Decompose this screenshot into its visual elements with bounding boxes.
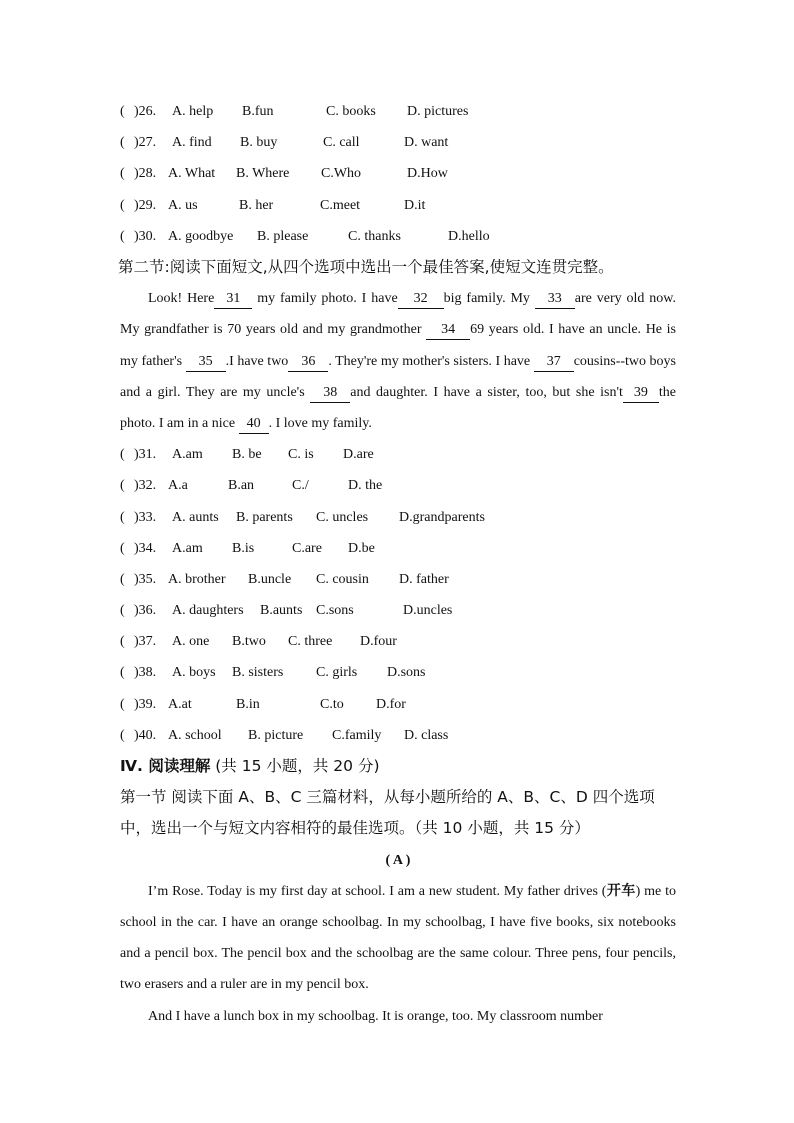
question-number: )38. (134, 665, 157, 681)
section2-title: 第二节:阅读下面短文,从四个选项中选出一个最佳答案,使短文连贯完整。 (118, 257, 614, 276)
part4-section1-line1: 第一节 阅读下面 A、B、C 三篇材料，从每小题所给的 A、B、C、D 四个选项 (120, 788, 655, 807)
option-a: A. school (168, 727, 222, 743)
option-a: A.am (172, 447, 203, 463)
answer-paren[interactable]: ( (120, 478, 125, 494)
question-number: )34. (134, 540, 157, 556)
option-b: B.uncle (248, 571, 292, 587)
question-35 (120, 564, 676, 595)
question-28 (120, 158, 676, 189)
question-number: )36. (134, 603, 157, 619)
option-a: A.at (168, 696, 192, 712)
option-b: B. Where (236, 166, 290, 182)
option-a: A. daughters (172, 603, 244, 619)
cloze-text: my family photo. I have (257, 291, 398, 307)
question-34 (120, 533, 676, 564)
question-number: )32. (134, 478, 157, 494)
cloze-text: 69 years old. I have an uncle. He is my father's (120, 322, 676, 369)
question-30 (120, 221, 676, 252)
blank-40[interactable]: 40 (239, 415, 269, 434)
question-31 (120, 439, 676, 470)
cloze-text: . They're my mother's sisters. I have (328, 353, 531, 369)
cloze-text: cousins--two boys and a girl. They are my uncle's (120, 353, 677, 400)
answer-paren[interactable]: ( (120, 197, 125, 213)
option-a: A.a (168, 478, 188, 494)
answer-paren[interactable]: ( (120, 634, 125, 650)
option-d: D.sons (387, 665, 426, 681)
option-c: C.are (292, 540, 322, 556)
option-a: A. boys (172, 665, 216, 681)
option-b: B.two (232, 634, 266, 650)
answer-paren[interactable]: ( (120, 166, 125, 182)
answer-paren[interactable]: ( (120, 665, 125, 681)
option-d: D.it (404, 197, 426, 213)
cloze-text: big family. My (443, 291, 530, 307)
answer-paren[interactable]: ( (120, 104, 125, 119)
question-40 (120, 720, 676, 751)
question-group-26-30 (120, 96, 676, 252)
part4-title (120, 751, 676, 782)
question-number: )33. (134, 509, 157, 525)
worksheet-page (120, 96, 676, 1032)
answer-paren[interactable]: ( (120, 135, 125, 151)
option-b: B.is (232, 540, 255, 556)
option-d: D.for (376, 696, 406, 712)
question-number: )30. (134, 228, 157, 244)
option-c: C. is (288, 447, 314, 463)
option-b: B. picture (248, 727, 304, 743)
part4-title-note: (共 15 小题，共 20 分) (210, 757, 380, 776)
question-group-31-40 (120, 439, 676, 751)
question-38 (120, 657, 676, 688)
option-c: C. uncles (316, 509, 369, 525)
answer-paren[interactable]: ( (120, 447, 125, 463)
question-32 (120, 470, 676, 501)
passage-gloss: 开车 (606, 882, 636, 899)
option-a: A. brother (168, 571, 226, 587)
blank-34[interactable]: 34 (426, 321, 470, 340)
cloze-text: are very old now. My grandfather is 70 years old and my grandmother (120, 291, 677, 338)
question-number: )29. (134, 197, 157, 213)
question-number: )31. (134, 447, 157, 463)
question-number: )26. (134, 104, 157, 119)
part4-title-main: Ⅳ. 阅读理解 (120, 757, 211, 776)
question-number: )40. (134, 727, 157, 743)
question-number: )37. (134, 634, 157, 650)
blank-33[interactable]: 33 (535, 290, 575, 309)
passage-a-paragraph-1 (120, 876, 676, 1001)
answer-paren[interactable]: ( (120, 540, 125, 556)
option-b: B. be (232, 447, 262, 463)
cloze-text: . I love my family. (268, 415, 372, 431)
option-a: A.am (172, 540, 203, 556)
question-number: )27. (134, 135, 157, 151)
option-c: C. cousin (316, 571, 369, 587)
blank-31[interactable]: 31 (214, 290, 252, 309)
option-d: D.uncles (403, 603, 453, 619)
option-d: D. class (404, 727, 449, 743)
passage-a-paragraph-2: And I have a lunch box in my schoolbag. It is orange, too. My classroom number (148, 1008, 603, 1024)
option-c: C./ (292, 478, 309, 494)
question-36 (120, 595, 676, 626)
question-number: )39. (134, 696, 157, 712)
question-26 (120, 96, 676, 127)
blank-37[interactable]: 37 (534, 353, 574, 372)
cloze-text: the photo. I am in a nice (120, 384, 677, 431)
option-c: C. girls (316, 665, 358, 681)
cloze-text: .I have two (225, 353, 289, 369)
blank-36[interactable]: 36 (288, 353, 328, 372)
blank-35[interactable]: 35 (186, 353, 226, 372)
option-c: C.family (332, 727, 382, 743)
blank-38[interactable]: 38 (310, 384, 350, 403)
question-number: )35. (134, 571, 157, 587)
option-b: B. parents (236, 509, 293, 525)
answer-paren[interactable]: ( (120, 228, 125, 244)
passage-text: I’m Rose. Today is my first day at school. I am a new student. My father drives ( (148, 883, 607, 899)
option-c: C.to (320, 696, 344, 712)
answer-paren[interactable]: ( (120, 696, 125, 712)
option-c: C. three (288, 634, 333, 650)
option-b: B. buy (240, 135, 278, 151)
question-27 (120, 127, 676, 158)
cloze-passage (120, 283, 676, 439)
cloze-text: and daughter. I have a sister, too, but she isn't (350, 384, 623, 400)
passage-text: ) me to school in the car. I have an orange schoolbag. In my schoolbag, I have five books, six notebooks and a pencil box. The pencil box and the schoolbag are the same colour. Three pens, four pencils, two erasers and a ruler are in my pencil box. (120, 883, 677, 993)
option-d: D.How (407, 166, 448, 182)
option-d: D.hello (448, 228, 490, 244)
option-a: A. help (172, 104, 214, 119)
question-number: )28. (134, 166, 157, 182)
answer-paren[interactable]: ( (120, 727, 125, 743)
blank-39[interactable]: 39 (623, 384, 659, 403)
blank-32[interactable]: 32 (398, 290, 444, 309)
option-d: D.be (348, 540, 375, 556)
option-a: A. find (172, 135, 212, 151)
passage-a-label: ( A ) (385, 852, 411, 868)
option-c: C. books (326, 104, 376, 119)
option-b: B. sisters (232, 665, 284, 681)
option-a: A. one (172, 634, 210, 650)
option-b: B. her (239, 197, 274, 213)
option-a: A. goodbye (168, 228, 234, 244)
option-b: B.in (236, 696, 260, 712)
option-d: D. want (404, 135, 449, 151)
answer-paren[interactable]: ( (120, 571, 125, 587)
question-39 (120, 689, 676, 720)
question-37 (120, 626, 676, 657)
option-a: A. What (168, 166, 216, 182)
option-b: B.an (228, 478, 255, 494)
option-d: D. father (399, 571, 449, 587)
option-c: C. thanks (348, 228, 401, 244)
option-d: D. pictures (407, 104, 469, 119)
part4-section1-line2: 中，选出一个与短文内容相符的最佳选项。（共 10 小题，共 15 分） (120, 819, 590, 838)
option-d: D.grandparents (399, 509, 485, 525)
option-d: D.four (360, 634, 397, 650)
option-a: A. us (168, 197, 198, 213)
option-c: C. call (323, 135, 360, 151)
option-a: A. aunts (172, 509, 219, 525)
option-b: B.aunts (260, 603, 303, 619)
answer-paren[interactable]: ( (120, 603, 125, 619)
option-c: C.sons (316, 603, 354, 619)
option-d: D.are (343, 447, 374, 463)
option-c: C.Who (321, 166, 362, 182)
question-29 (120, 190, 676, 221)
option-c: C.meet (320, 197, 361, 213)
option-b: B. please (257, 228, 309, 244)
question-33 (120, 502, 676, 533)
answer-paren[interactable]: ( (120, 509, 125, 525)
option-d: D. the (348, 478, 383, 494)
option-b: B.fun (242, 104, 274, 119)
cloze-text: Look! Here (148, 291, 215, 307)
